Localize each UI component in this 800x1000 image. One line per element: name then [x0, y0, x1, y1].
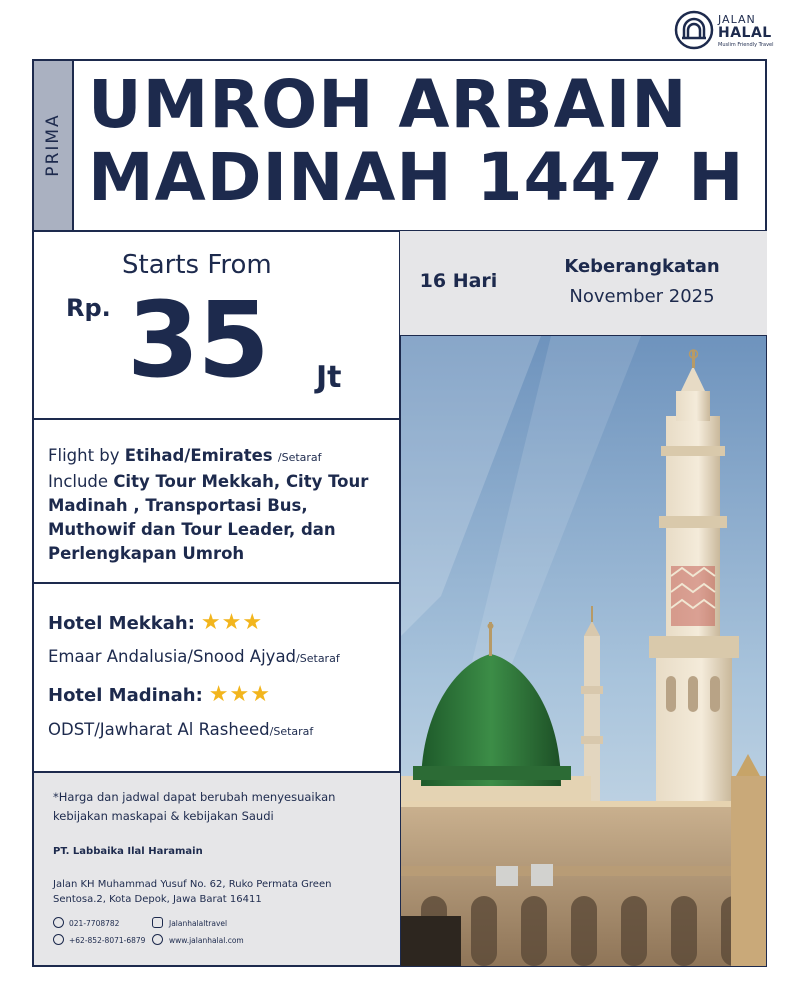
mosque-photo: [401, 336, 766, 966]
title-line-1: UMROH ARBAIN: [88, 66, 688, 143]
phone-icon: [53, 917, 64, 928]
contact-phone: 021-7708782: [69, 919, 120, 928]
hotel-madinah-name: [48, 720, 313, 739]
hotel-mekkah-stars: ★★★: [200, 610, 264, 635]
departure-date: November 2025: [569, 286, 715, 307]
price-amount: 35: [127, 279, 268, 401]
hotel-mekkah-setaraf: /Setaraf: [296, 652, 340, 665]
departure-label: Keberangkatan: [564, 256, 720, 277]
prima-label: PRIMA: [43, 113, 63, 177]
flight-prefix: Flight by: [48, 446, 120, 465]
divider-price: [32, 418, 401, 420]
logo-tagline: Muslim Friendly Travel: [718, 42, 774, 48]
brand-logo: [674, 10, 774, 54]
price-unit: Jt: [316, 360, 342, 395]
logo-arch-icon: [674, 10, 714, 50]
price-disclaimer: *Harga dan jadwal dapat berubah menyesuaikan kebijakan maskapai & kebijakan Saudi: [53, 790, 336, 823]
whatsapp-icon: [53, 934, 64, 945]
hotel-madinah-name-text: ODST/Jawharat Al Rasheed: [48, 720, 270, 739]
hotel-mekkah-name: [48, 647, 340, 666]
instagram-icon: [152, 917, 163, 928]
package-includes: [48, 444, 393, 566]
duration-label: 16 Hari: [419, 270, 498, 292]
company-address: Jalan KH Muhammad Yusuf No. 62, Ruko Permata Green Sentosa.2, Kota Depok, Jawa Barat 16411: [53, 879, 332, 905]
price-currency: Rp.: [66, 294, 111, 322]
departure-panel: [517, 231, 767, 335]
airline-name: Etihad/Emirates: [124, 446, 273, 465]
include-prefix: Include: [48, 472, 109, 491]
mosque-illustration: [401, 336, 766, 966]
hotel-madinah-stars: ★★★: [208, 682, 271, 707]
logo-word-jalan: JALAN: [718, 13, 756, 26]
hotel-mekkah-label: [48, 610, 263, 635]
airline-setaraf: /Setaraf: [277, 451, 322, 464]
hotel-madinah-label: [48, 682, 271, 707]
include-items: City Tour Mekkah, City Tour Madinah , Transportasi Bus, Muthowif dan Tour Leader, dan Perlengkapan Umroh: [48, 472, 369, 563]
hotel-mekkah-name-text: Emaar Andalusia/Snood Ajyad: [48, 647, 297, 666]
globe-icon: [152, 934, 163, 945]
hotel-mekkah-title: Hotel Mekkah:: [48, 613, 195, 634]
company-name: PT. Labbaika Ilal Haramain: [53, 846, 203, 857]
divider-includes: [32, 582, 401, 584]
logo-word-halal: HALAL: [718, 25, 772, 41]
hotel-madinah-title: Hotel Madinah:: [48, 685, 203, 706]
hotel-madinah-setaraf: /Setaraf: [269, 725, 314, 738]
contact-whatsapp: +62-852-8071-6879: [69, 936, 146, 945]
starts-from-label: Starts From: [122, 250, 272, 280]
contact-website: www.jalanhalal.com: [169, 936, 244, 945]
title-line-2: MADINAH 1447 H: [88, 139, 745, 216]
contact-instagram: Jalanhalaltravel: [169, 919, 228, 928]
